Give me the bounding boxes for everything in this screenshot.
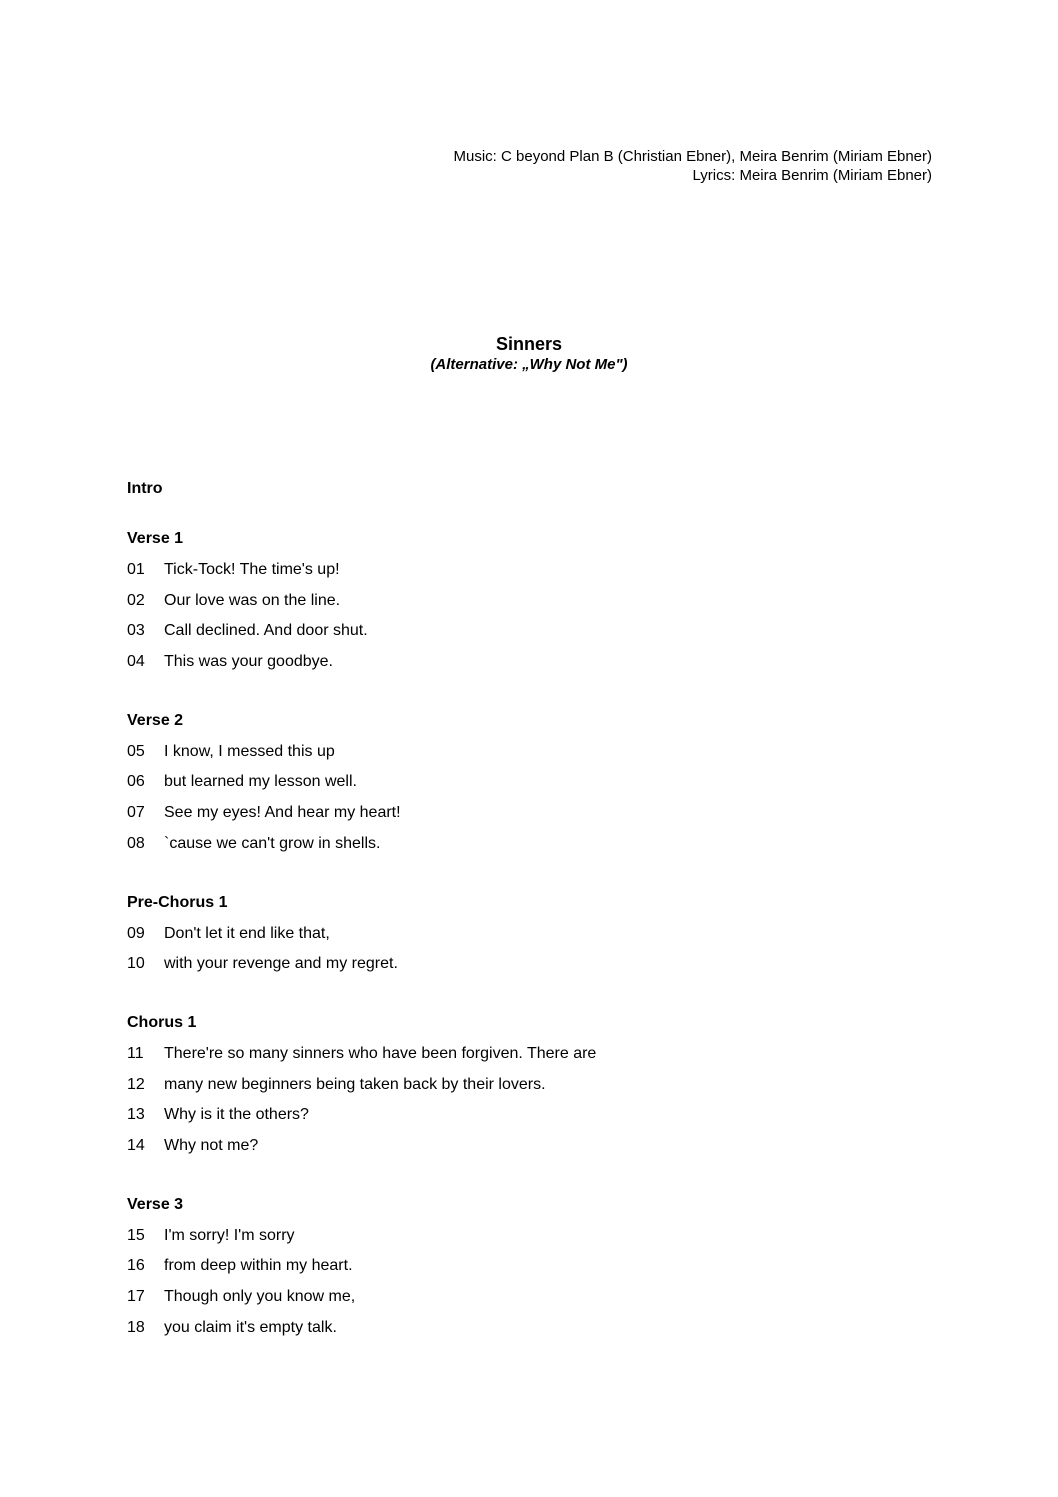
lyric-line	[127, 953, 947, 984]
lyric-line	[127, 1135, 947, 1166]
section-label: Chorus 1	[127, 1013, 197, 1031]
line-text: There're so many sinners who have been forgiven. There are	[164, 1044, 597, 1062]
line-text: Tick-Tock! The time's up!	[164, 561, 340, 578]
line-number: 12	[127, 1075, 145, 1093]
line-number: 11	[127, 1044, 144, 1062]
lyrics-credit: Lyrics: Meira Benrim (Miriam Ebner)	[692, 167, 932, 184]
lyric-line	[127, 1225, 947, 1256]
song-title: Sinners	[495, 334, 563, 354]
line-number: 04	[127, 653, 145, 671]
lyrics-section	[127, 1194, 947, 1348]
line-number: 05	[127, 742, 145, 760]
line-number: 01	[127, 561, 145, 578]
line-number: 02	[127, 591, 145, 609]
line-text: I'm sorry! I'm sorry	[164, 1226, 295, 1244]
line-number: 15	[127, 1226, 145, 1244]
line-number: 13	[127, 1106, 145, 1124]
lyric-line	[127, 741, 947, 772]
lyrics-section	[127, 528, 947, 682]
line-text: `cause we can't grow in shells.	[164, 834, 381, 852]
lyric-line	[127, 833, 947, 864]
line-number: 16	[127, 1257, 145, 1275]
line-text: I know, I messed this up	[164, 742, 335, 760]
lyrics-section	[127, 1012, 947, 1166]
line-text: many new beginners being taken back by their lovers.	[164, 1075, 546, 1093]
line-number: 17	[127, 1288, 145, 1305]
lyric-line	[127, 620, 947, 651]
line-text: This was your goodbye.	[164, 653, 333, 671]
lyric-line	[127, 1074, 947, 1105]
line-number: 03	[127, 622, 145, 640]
section-label: Intro	[127, 480, 163, 497]
section-label: Verse 2	[127, 711, 184, 729]
line-text: See my eyes! And hear my heart!	[164, 804, 401, 822]
line-text: Though only you know me,	[164, 1288, 356, 1305]
lyric-line	[127, 771, 947, 802]
lyric-line	[127, 1286, 947, 1317]
line-number: 07	[127, 804, 145, 822]
line-text: from deep within my heart.	[164, 1257, 353, 1275]
lyric-line	[127, 802, 947, 833]
song-alternative-title: (Alternative: „Why Not Me")	[430, 356, 628, 373]
line-text: you claim it's empty talk.	[164, 1318, 337, 1336]
lyric-line	[127, 1043, 947, 1074]
lyric-line	[127, 1255, 947, 1286]
line-text: Our love was on the line.	[164, 591, 341, 609]
lyric-line	[127, 1317, 947, 1348]
line-number: 14	[127, 1136, 145, 1154]
lyric-line	[127, 651, 947, 682]
line-number: 09	[127, 924, 145, 942]
lyrics-section	[127, 478, 947, 500]
line-text: Why is it the others?	[164, 1106, 309, 1124]
lyric-line	[127, 923, 947, 954]
line-text: Why not me?	[164, 1136, 259, 1154]
line-number: 06	[127, 773, 145, 791]
section-label: Verse 3	[127, 1195, 184, 1213]
lyrics-body	[127, 478, 947, 1375]
title-block	[0, 333, 1058, 375]
music-credit: Music: C beyond Plan B (Christian Ebner), Meira Benrim (Miriam Ebner)	[453, 148, 932, 165]
section-label: Pre-Chorus 1	[127, 893, 228, 911]
line-text: Call declined. And door shut.	[164, 622, 368, 640]
line-text: but learned my lesson well.	[164, 773, 357, 791]
line-text: Don't let it end like that,	[164, 924, 330, 942]
lyrics-section	[127, 710, 947, 864]
lyric-line	[127, 590, 947, 621]
credits-block	[454, 147, 932, 185]
section-label: Verse 1	[127, 530, 184, 547]
lyric-line	[127, 559, 947, 590]
line-number: 10	[127, 955, 145, 973]
lyric-line	[127, 1104, 947, 1135]
lyrics-section	[127, 892, 947, 984]
line-number: 08	[127, 834, 145, 852]
line-text: with your revenge and my regret.	[164, 955, 398, 973]
line-number: 18	[127, 1318, 145, 1336]
